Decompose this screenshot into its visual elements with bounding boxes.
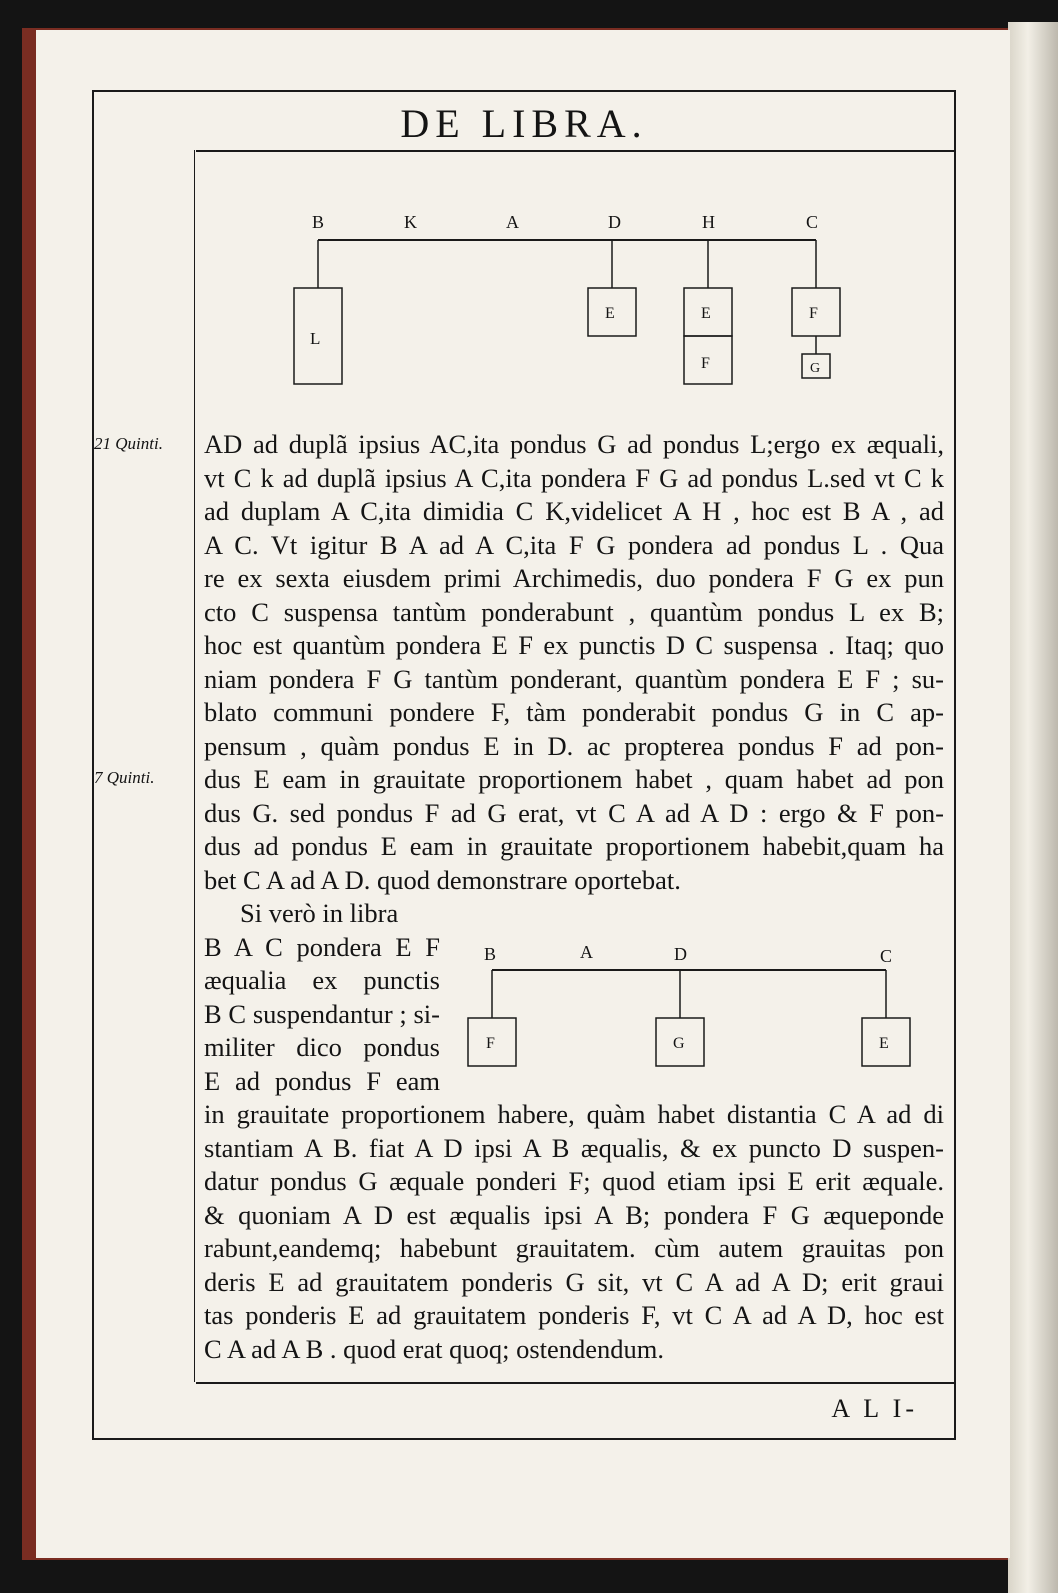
text-line: militer dico pondus: [204, 1032, 440, 1062]
diagram1-label-c: C: [806, 212, 819, 232]
paragraph-2: [204, 1098, 944, 1366]
text-line: dus ad pondus E eam in grauitate proportionem habebit,quam ha: [204, 831, 944, 861]
text-line: AD ad duplã ipsius AC,ita pondus G ad pondus L;ergo ex æquali,: [204, 429, 944, 459]
svg-text:G: G: [673, 1035, 685, 1052]
diagram2-label-d: D: [674, 944, 687, 964]
paragraph-1: [204, 428, 944, 897]
text-line: tas ponderis E ad grauitatem ponderis F, vt C A ad A D, hoc est: [204, 1300, 944, 1330]
diagram1-label-k: K: [404, 212, 417, 232]
margin-note-21-quinti: 21 Quinti.: [94, 434, 163, 453]
text-line: vt C k ad duplã ipsius A C,ita pondera F G ad pondus L.sed vt C k: [204, 462, 944, 493]
text-line: C A ad A B . quod erat quoq; ostendendum.: [204, 1333, 665, 1364]
text-line: stantiam A B. fiat A D ipsi A B æqualis, & ex puncto D suspen-: [204, 1132, 944, 1163]
diagram2-label-b: B: [484, 944, 497, 964]
text-line: bet C A ad A D. quod demonstrare oportebat.: [204, 864, 681, 895]
text-line: blato communi pondere F, tàm ponderabit pondus G in C ap-: [204, 697, 944, 727]
book-page: [36, 30, 1010, 1558]
svg-text:E: E: [701, 305, 711, 322]
text-line: datur pondus G æquale ponderi F; quod etiam ipsi E erit æquale.: [204, 1166, 944, 1196]
svg-text:F: F: [809, 305, 818, 322]
text-line: æqualia ex punctis: [204, 965, 440, 995]
text-line: re ex sexta eiusdem primi Archimedis, duo pondera F G ex pun: [204, 563, 944, 593]
svg-text:F: F: [701, 355, 710, 372]
text-line: ad duplam A C,ita dimidia C K,videlicet A H , hoc est B A , ad: [204, 496, 944, 526]
margin-rule: [194, 150, 195, 1382]
text-line: cto C suspensa tantùm ponderabunt , quantùm pondus L ex B;: [204, 596, 944, 627]
diagram1-label-h: H: [702, 212, 715, 232]
text-line: E ad pondus F eam: [204, 1065, 440, 1096]
text-line: B C suspendantur ; si-: [204, 998, 440, 1029]
svg-text:E: E: [605, 305, 615, 322]
svg-text:F: F: [486, 1035, 495, 1052]
diagram2-label-c: C: [880, 946, 893, 966]
text-line: deris E ad grauitatem ponderis G sit, vt C A ad A D; erit graui: [204, 1266, 944, 1297]
text-line: rabunt,eandemq; habebunt grauitatem. cùm autem grauitas pon: [204, 1233, 944, 1263]
foot-rule: [196, 1382, 954, 1384]
diagram2-label-a: A: [580, 942, 593, 962]
text-line: A C. Vt igitur B A ad A C,ita F G pondera ad pondus L . Qua: [204, 529, 944, 560]
text-line: in grauitate proportionem habere, quàm habet distantia C A ad di: [204, 1099, 944, 1129]
diagram1-label-a: A: [506, 212, 519, 232]
text-line: pensum , quàm pondus E in D. ac propterea pondus F ad pon-: [204, 730, 944, 761]
text-line: niam pondera F G tantùm ponderant, quantùm pondera E F ; su-: [204, 663, 944, 694]
diagram1-label-b: B: [312, 212, 325, 232]
margin-note-7-quinti: 7 Quinti.: [94, 768, 155, 787]
diagram1-label-d: D: [608, 212, 621, 232]
text-line: B A C pondera E F: [204, 931, 440, 962]
head-rule: [196, 150, 954, 152]
svg-text:L: L: [310, 329, 321, 348]
svg-text:G: G: [810, 361, 821, 376]
book-edge-right: [1008, 22, 1058, 1593]
balance-diagram-1: [274, 202, 894, 402]
text-line: dus E eam in grauitate proportionem habet , quam habet ad pon: [204, 764, 944, 794]
svg-text:E: E: [879, 1035, 889, 1052]
text-line: & quoniam A D est æqualis ipsi A B; pondera F G æqueponde: [204, 1199, 944, 1230]
running-head: DE LIBRA.: [400, 101, 648, 146]
page-frame: [92, 90, 956, 1440]
text-line: Si verò in libra: [240, 898, 399, 928]
balance-diagram-2: [454, 940, 934, 1070]
text-line: hoc est quantùm pondera E F ex punctis D C suspensa . Itaq; quo: [204, 630, 944, 660]
catchword: A L I-: [831, 1394, 918, 1423]
text-line: dus G. sed pondus F ad G erat, vt C A ad A D : ergo & F pon-: [204, 797, 944, 828]
